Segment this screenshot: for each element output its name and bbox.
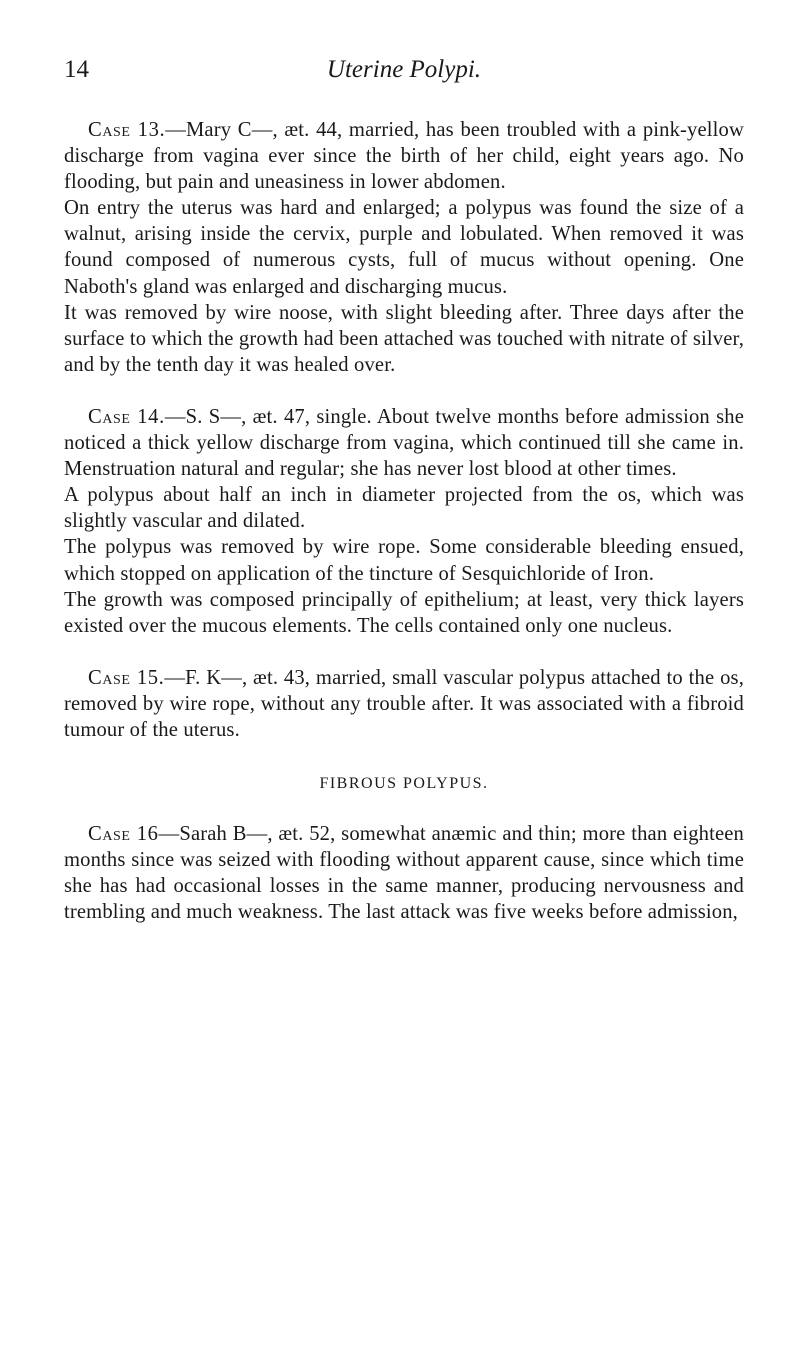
case-13-paragraph: On entry the uterus was hard and enlarged; a polypus was found the size of a walnut, arising inside the cervix, purple and lobulated. When removed it was found composed of numerous cysts, full of mucus without opening. One Naboth's gland was enlarged and discharging mucus.: [64, 197, 744, 298]
case-text: —Mary C—, æt. 44, married, has been troubled with a pink-yellow discharge from vagina ever since the birth of her child, eight years ago. No flooding, but pain and uneasiness in lower abdomen.: [64, 119, 744, 194]
case-label: Case 16: [88, 823, 159, 846]
case-text: —S. S—, æt. 47, single. About twelve months before admission she noticed a thick yellow discharge from vagina, which continued till she came in. Menstruation natural and regular; she has never lost blood at other times.: [64, 405, 745, 481]
case-14-paragraph: The growth was composed principally of epithelium; at least, very thick layers existed over the mucous elements. The cells contained only one nucleus.: [64, 588, 744, 637]
section-heading: FIBROUS POLYPUS.: [319, 775, 489, 793]
running-title: Uterine Polypi.: [326, 56, 482, 83]
case-15-intro: [64, 665, 744, 743]
case-label: Case 15.: [88, 666, 165, 689]
case-13-paragraph: It was removed by wire noose, with slight bleeding after. Three days after the surface to which the growth had been attached was touched with nitrate of silver, and by the tenth day it was healed over.: [64, 301, 744, 376]
case-13-intro: [64, 117, 744, 195]
case-14-paragraph: A polypus about half an inch in diameter projected from the os, which was slightly vascular and dilated.: [64, 484, 744, 533]
case-label: Case 14.: [88, 405, 165, 428]
page-header: [64, 56, 744, 90]
case-text: —Sarah B—, æt. 52, somewhat anæmic and thin; more than eighteen months since was seized with flooding without apparent cause, since which time she has had occasional losses in the same manner, producing nervousness and trembling and much weakness. The last attack was five weeks before admission,: [64, 823, 744, 924]
case-16-intro: [64, 821, 744, 925]
case-text: —F. K—, æt. 43, married, small vascular polypus attached to the os, removed by wire rope, without any trouble after. It was associated with a fibroid tumour of the uterus.: [64, 666, 745, 741]
case-label: Case 13.: [88, 119, 166, 141]
case-14-intro: [64, 404, 744, 482]
page-body: [64, 117, 744, 926]
page-number: 14: [64, 56, 89, 83]
case-14-paragraph: The polypus was removed by wire rope. Some considerable bleeding ensued, which stopped on application of the tincture of Sesquichloride of Iron.: [64, 536, 744, 585]
